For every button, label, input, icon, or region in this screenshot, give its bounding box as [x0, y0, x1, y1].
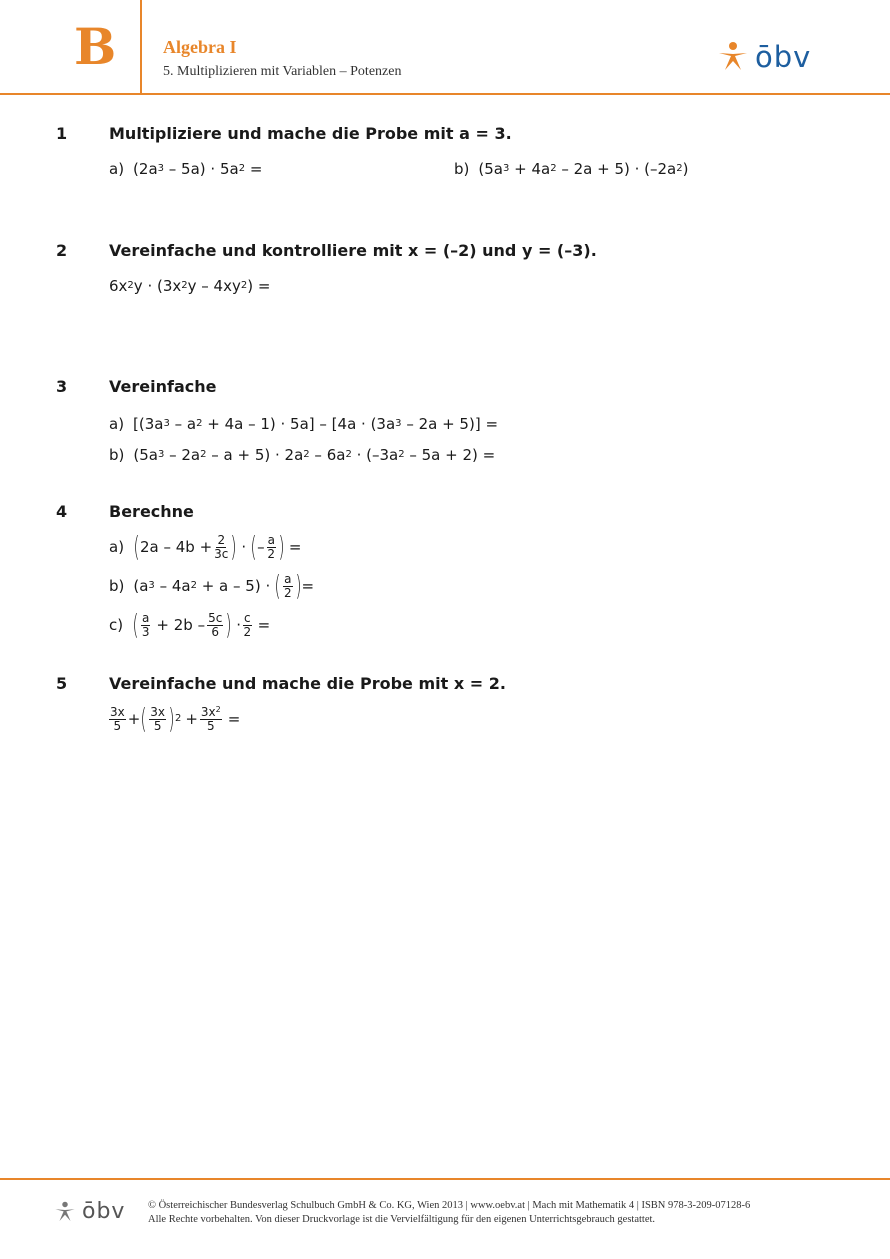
fraction: [283, 573, 292, 600]
term: – 2a + 5) · (–2a: [556, 160, 677, 178]
numerator: 5c: [208, 610, 223, 625]
exercise-1a: a) (2a 3 – 5a) · 5a 2 =: [109, 160, 263, 178]
exercise-number: 2: [56, 241, 68, 260]
fraction: [267, 534, 276, 561]
big-paren: ): [168, 702, 175, 735]
term: (5a: [478, 160, 503, 178]
fraction: [200, 706, 222, 733]
term: [(3a: [133, 415, 164, 433]
publisher-logo: [717, 40, 811, 74]
term: –: [257, 538, 265, 556]
denominator: 5: [113, 718, 122, 733]
big-paren: ): [294, 569, 301, 602]
term: + 2b –: [156, 616, 206, 634]
exercise-5-expression: $\frac{3x}{5}$ + ( $\frac{3x}{5}$ ) 2 + $\frac{3x^2}{5}$ =: [110, 702, 241, 735]
fraction: [149, 706, 166, 733]
numerator-base: 3x: [200, 704, 216, 719]
fraction: [141, 612, 150, 639]
item-label: a): [109, 160, 125, 178]
item-label: b): [109, 577, 125, 595]
exercise-2-expression: 6x 2 y · (3x 2 y – 4xy 2 ) =: [109, 277, 271, 295]
term: – 5a + 2) =: [404, 446, 496, 464]
logo-text: ōbv: [755, 40, 812, 74]
term: +: [127, 710, 141, 728]
term: y · (3x: [133, 277, 182, 295]
exercise-number: 4: [56, 502, 68, 521]
term: ·: [236, 616, 242, 634]
star-person-icon: [717, 41, 749, 73]
big-paren: (: [274, 569, 281, 602]
exercise-1b: b) (5a 3 + 4a 2 – 2a + 5) · (–2a 2 ): [454, 160, 689, 178]
logo-text: ōbv: [82, 1199, 126, 1224]
numerator: [200, 706, 222, 720]
numerator: 3x: [150, 704, 166, 719]
term: 6x: [109, 277, 128, 295]
item-label: b): [109, 446, 125, 464]
term: – a + 5) · 2a: [206, 446, 304, 464]
numerator: a: [267, 532, 275, 547]
term: =: [288, 538, 302, 556]
term: =: [245, 160, 263, 178]
exercise-title: Vereinfache und mache die Probe mit x = 2.: [109, 674, 506, 693]
term: (a: [133, 577, 149, 595]
term: (5a: [133, 446, 158, 464]
term: =: [301, 577, 315, 595]
header-divider-vertical: [140, 0, 142, 94]
big-paren: ): [278, 530, 285, 563]
big-paren: ): [230, 530, 237, 563]
denominator: 5: [153, 718, 162, 733]
denominator: 6: [211, 624, 220, 639]
page-title: Algebra I: [163, 37, 237, 57]
exercise-number: 1: [56, 124, 68, 143]
big-paren: ): [225, 608, 232, 641]
term: =: [227, 710, 241, 728]
footer-divider: [0, 1178, 890, 1180]
exponent: 2: [215, 704, 221, 714]
term: ) =: [247, 277, 271, 295]
exercise-number: 5: [56, 674, 68, 693]
exercise-title: Vereinfache und kontrolliere mit x = (–2) und y = (–3).: [109, 241, 597, 260]
exercise-title: Multipliziere und mache die Probe mit a = 3.: [109, 124, 512, 143]
header-divider: [0, 93, 890, 95]
exercise-4b: b) (a 3 – 4a 2 + a – 5) · ( $\frac{a}{2}$ ) =: [109, 569, 315, 602]
numerator: a: [142, 610, 150, 625]
term: – 2a: [164, 446, 201, 464]
fraction: [109, 706, 126, 733]
exercise-title: Berechne: [109, 502, 194, 521]
fraction: [243, 612, 252, 639]
term: – 2a + 5)] =: [401, 415, 499, 433]
fraction: [214, 534, 228, 561]
exercise-4c: [109, 608, 271, 641]
exercise-3b: b) (5a 3 – 2a 2 – a + 5) · 2a 2 – 6a 2 · (–3a 2 – 5a + 2) =: [109, 446, 496, 464]
term: 2a – 4b +: [139, 538, 213, 556]
denominator: 2: [284, 585, 292, 600]
item-label: a): [109, 415, 125, 433]
term: ·: [241, 538, 247, 556]
item-label: a): [109, 538, 125, 556]
term: y – 4xy: [187, 277, 241, 295]
big-paren: (: [250, 530, 257, 563]
exercise-title: Vereinfache: [109, 377, 217, 396]
denominator: 2: [267, 546, 276, 561]
denominator: 3c: [214, 546, 229, 561]
star-person-icon: [54, 1201, 76, 1223]
term: – a: [169, 415, 197, 433]
term: – 5a) · 5a: [164, 160, 239, 178]
denominator: 2: [243, 624, 252, 639]
copyright-line: © Österreichischer Bundesverlag Schulbuch GmbH & Co. KG, Wien 2013 | www.oebv.at | Mach mit Mathematik 4 | ISBN 978-3-209-07128-6: [148, 1200, 751, 1211]
item-label: c): [109, 616, 124, 634]
big-paren: (: [140, 702, 147, 735]
term: · (–3a: [351, 446, 399, 464]
exercise-3a: a) [(3a 3 – a 2 + 4a – 1) · 5a] – [4a · (3a 3 – 2a + 5)] =: [109, 415, 499, 433]
term: (2a: [133, 160, 158, 178]
big-paren: (: [132, 608, 139, 641]
rights-line: Alle Rechte vorbehalten. Von dieser Druckvorlage ist die Vervielfältigung für den eigenen Unterrichtsgebrauch gestattet.: [148, 1214, 656, 1225]
term: ): [682, 160, 689, 178]
numerator: a: [284, 571, 292, 586]
item-label: b): [454, 160, 470, 178]
denominator: 5: [207, 718, 215, 733]
big-paren: (: [133, 530, 140, 563]
footer-copyright: [148, 1199, 750, 1227]
numerator: c: [244, 610, 251, 625]
term: =: [257, 616, 271, 634]
term: +: [185, 710, 198, 728]
term: – 6a: [309, 446, 346, 464]
numerator: 2: [217, 532, 226, 547]
chapter-letter: B: [74, 17, 117, 76]
fraction: [207, 612, 223, 639]
denominator: 3: [141, 624, 150, 639]
footer-logo: [54, 1199, 125, 1224]
page-subtitle: 5. Multiplizieren mit Variablen – Potenzen: [163, 64, 402, 79]
term: + a – 5) ·: [196, 577, 271, 595]
term: + 4a: [509, 160, 551, 178]
numerator: 3x: [110, 704, 125, 719]
term: – 4a: [154, 577, 191, 595]
exercise-number: 3: [56, 377, 68, 396]
exercise-4a: [109, 530, 302, 563]
term: + 4a – 1) · 5a] – [4a · (3a: [202, 415, 396, 433]
